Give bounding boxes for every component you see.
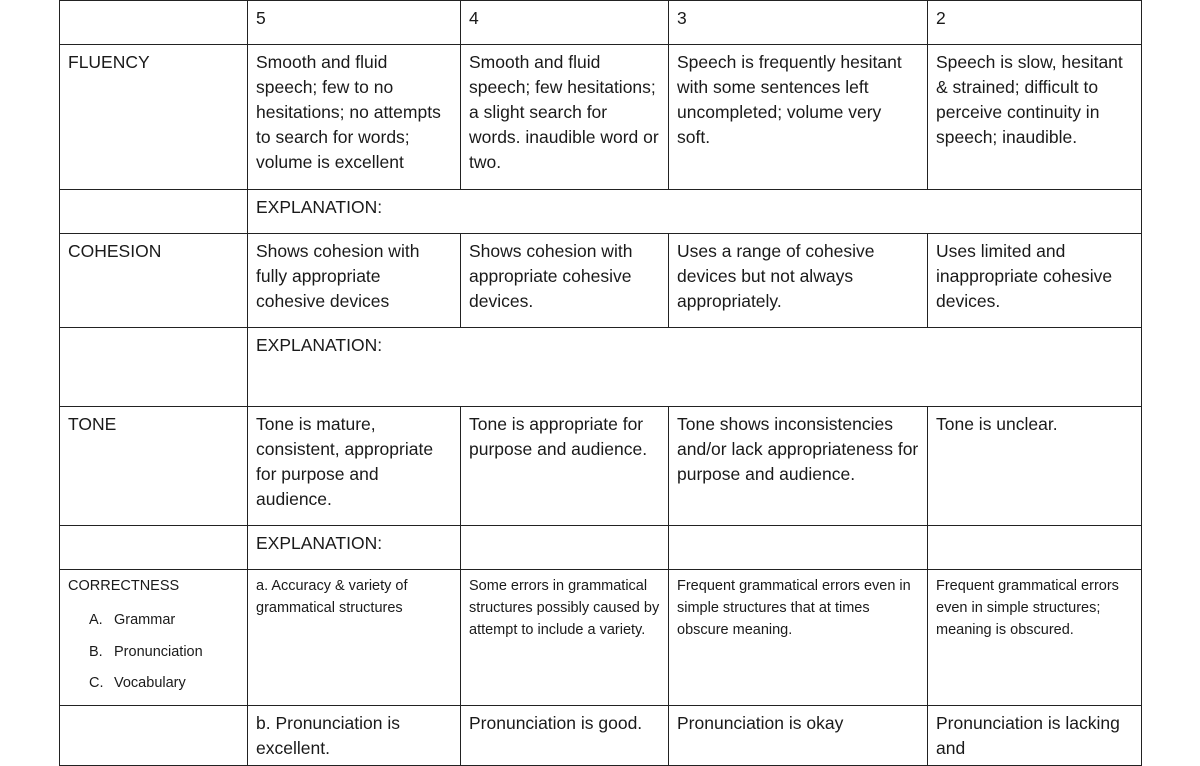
tone-row <box>60 407 1142 526</box>
header-row <box>60 1 1142 45</box>
pronunciation-score-2: Pronunciation is lacking and <box>928 706 1142 766</box>
sub-item-grammar-text: Grammar <box>114 612 176 628</box>
tone-label: TONE <box>60 407 248 526</box>
pronunciation-score-3: Pronunciation is okay <box>669 706 928 766</box>
cohesion-row <box>60 234 1142 328</box>
cohesion-explanation-row <box>60 328 1142 407</box>
correctness-sublist <box>68 605 239 700</box>
tone-explanation-row <box>60 526 1142 570</box>
fluency-row <box>60 45 1142 190</box>
sub-item-vocabulary-text: Vocabulary <box>114 675 186 691</box>
fluency-score-4: Smooth and fluid speech; few hesitations; a slight search for words. inaudible word or two. <box>461 45 669 190</box>
score-3-header: 3 <box>669 1 928 45</box>
cohesion-score-2: Uses limited and inappropriate cohesive devices. <box>928 234 1142 328</box>
sub-item-vocabulary <box>89 668 239 700</box>
cohesion-explanation-empty <box>60 328 248 407</box>
sub-item-pronunciation-mark: B. <box>89 643 103 660</box>
fluency-score-2: Speech is slow, hesitant & strained; difficult to perceive continuity in speech; inaudible. <box>928 45 1142 190</box>
grammar-score-3: Frequent grammatical errors even in simple structures that at times obscure meaning. <box>669 570 928 706</box>
grammar-score-5: a. Accuracy & variety of grammatical structures <box>248 570 461 706</box>
tone-explanation-blank-2 <box>928 526 1142 570</box>
correctness-label-cell <box>60 570 248 706</box>
tone-score-2: Tone is unclear. <box>928 407 1142 526</box>
sub-item-pronunciation-text: Pronunciation <box>114 643 203 660</box>
tone-explanation-empty <box>60 526 248 570</box>
fluency-score-3: Speech is frequently hesitant with some sentences left uncompleted; volume very soft. <box>669 45 928 190</box>
sub-item-grammar <box>89 605 239 637</box>
correctness-grammar-row <box>60 570 1142 706</box>
score-4-header: 4 <box>461 1 669 45</box>
grammar-score-2: Frequent grammatical errors even in simple structures; meaning is obscured. <box>928 570 1142 706</box>
sub-item-pronunciation <box>89 637 239 669</box>
fluency-score-5: Smooth and fluid speech; few to no hesitations; no attempts to search for words; volume is excellent <box>248 45 461 190</box>
rubric-table <box>59 0 1142 766</box>
score-5-header: 5 <box>248 1 461 45</box>
pronunciation-label-empty <box>60 706 248 766</box>
cohesion-score-5: Shows cohesion with fully appropriate cohesive devices <box>248 234 461 328</box>
cohesion-label: COHESION <box>60 234 248 328</box>
sub-item-vocabulary-mark: C. <box>89 675 104 691</box>
tone-explanation-blank-4 <box>461 526 669 570</box>
score-2-header: 2 <box>928 1 1142 45</box>
cohesion-score-3: Uses a range of cohesive devices but not always appropriately. <box>669 234 928 328</box>
cohesion-score-4: Shows cohesion with appropriate cohesive devices. <box>461 234 669 328</box>
tone-explanation: EXPLANATION: <box>248 526 461 570</box>
cohesion-explanation: EXPLANATION: <box>248 328 1142 407</box>
grammar-score-4: Some errors in grammatical structures possibly caused by attempt to include a variety. <box>461 570 669 706</box>
tone-score-3: Tone shows inconsistencies and/or lack appropriateness for purpose and audience. <box>669 407 928 526</box>
header-empty-cell <box>60 1 248 45</box>
tone-score-4: Tone is appropriate for purpose and audience. <box>461 407 669 526</box>
fluency-explanation-row <box>60 190 1142 234</box>
fluency-explanation-empty <box>60 190 248 234</box>
sub-item-grammar-mark: A. <box>89 612 103 628</box>
correctness-label: CORRECTNESS <box>68 578 180 594</box>
pronunciation-score-4: Pronunciation is good. <box>461 706 669 766</box>
fluency-label: FLUENCY <box>60 45 248 190</box>
pronunciation-row <box>60 706 1142 766</box>
tone-score-5: Tone is mature, consistent, appropriate for purpose and audience. <box>248 407 461 526</box>
pronunciation-score-5: b. Pronunciation is excellent. <box>248 706 461 766</box>
tone-explanation-blank-3 <box>669 526 928 570</box>
fluency-explanation: EXPLANATION: <box>248 190 1142 234</box>
